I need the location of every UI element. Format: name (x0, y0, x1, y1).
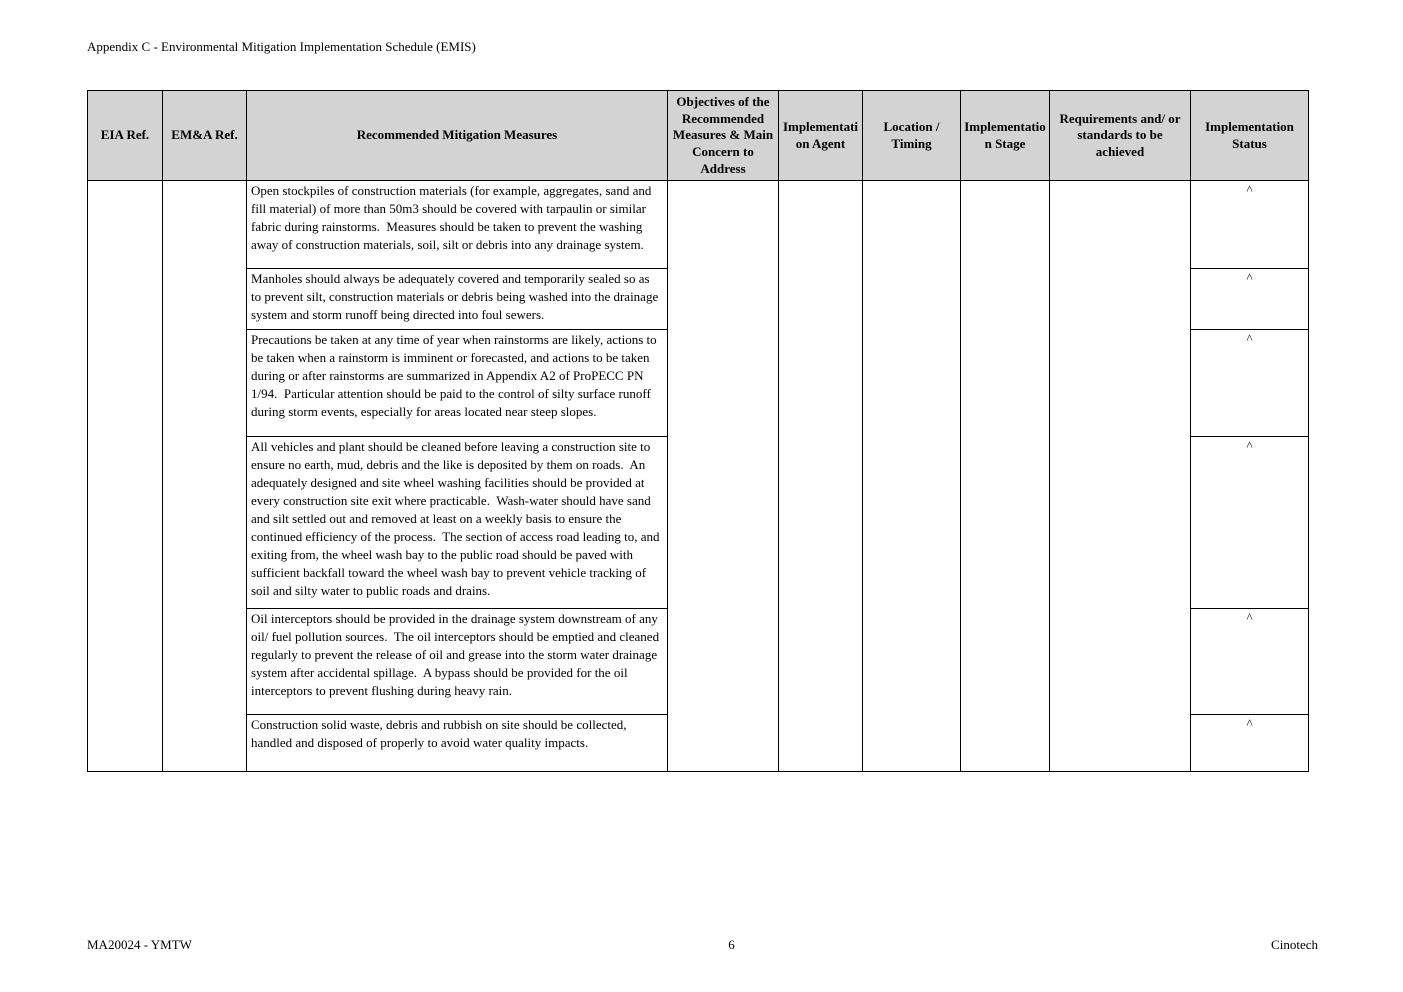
col-header-location-timing: Location / Timing (863, 91, 961, 181)
footer-page-number: 6 (728, 937, 735, 952)
cell-status: ^ (1191, 609, 1309, 715)
emis-table (87, 90, 1309, 772)
cell-requirements (1050, 181, 1191, 772)
cell-measure: All vehicles and plant should be cleaned before leaving a construction site to ensure no earth, mud, debris and the like is deposited by them on roads. An adequately designed and site wheel washing facilities should be provided at every construction site exit where practicable. Wash-water should have sand and silt settled out and removed at least on a weekly basis to ensure the continued efficiency of the process. The section of access road leading to, and exiting from, the wheel wash bay to the public road should be paved with sufficient backfall toward the wheel wash bay to prevent vehicle tracking of soil and silty water to public roads and drains. (247, 437, 668, 609)
col-header-requirements: Requirements and/ or standards to be achieved (1050, 91, 1191, 181)
footer-doc-ref: MA20024 - YMTW (87, 937, 192, 952)
cell-objectives (668, 181, 779, 772)
col-header-implementation-status: Implementation Status (1191, 91, 1309, 181)
table-row (88, 181, 1309, 269)
page-footer (87, 937, 1318, 953)
cell-ema-ref (163, 181, 247, 772)
col-header-implementation-agent: Implementation Agent (779, 91, 863, 181)
cell-implementation-stage (961, 181, 1050, 772)
cell-measure: Oil interceptors should be provided in the drainage system downstream of any oil/ fuel pollution sources. The oil interceptors should be emptied and cleaned regularly to prevent the release of oil and grease into the storm water drainage system after accidental spillage. A bypass should be provided for the oil interceptors to prevent flushing during heavy rain. (247, 609, 668, 715)
cell-status: ^ (1191, 269, 1309, 330)
col-header-measures: Recommended Mitigation Measures (247, 91, 668, 181)
cell-eia-ref (88, 181, 163, 772)
cell-measure: Open stockpiles of construction materials (for example, aggregates, sand and fill material) of more than 50m3 should be covered with tarpaulin or similar fabric during rainstorms. Measures should be taken to prevent the washing away of construction materials, soil, silt or debris into any drainage system. (247, 181, 668, 269)
col-header-implementation-stage: Implementation Stage (961, 91, 1050, 181)
cell-implementation-agent (779, 181, 863, 772)
col-header-ema-ref: EM&A Ref. (163, 91, 247, 181)
table-header-row (88, 91, 1309, 181)
cell-location-timing (863, 181, 961, 772)
col-header-eia-ref: EIA Ref. (88, 91, 163, 181)
col-header-objectives: Objectives of the Recommended Measures & Main Concern to Address (668, 91, 779, 181)
page-title: Appendix C - Environmental Mitigation Implementation Schedule (EMIS) (87, 39, 476, 54)
cell-status: ^ (1191, 330, 1309, 437)
cell-status: ^ (1191, 181, 1309, 269)
cell-status: ^ (1191, 437, 1309, 609)
cell-measure: Precautions be taken at any time of year when rainstorms are likely, actions to be taken when a rainstorm is imminent or forecasted, and actions to be taken during or after rainstorms are summarized in Appendix A2 of ProPECC PN 1/94. Particular attention should be paid to the control of silty surface runoff during storm events, especially for areas located near steep slopes. (247, 330, 668, 437)
cell-measure: Construction solid waste, debris and rubbish on site should be collected, handled and disposed of properly to avoid water quality impacts. (247, 715, 668, 772)
footer-company: Cinotech (1271, 937, 1318, 952)
cell-measure: Manholes should always be adequately covered and temporarily sealed so as to prevent silt, construction materials or debris being washed into the drainage system and storm runoff being directed into foul sewers. (247, 269, 668, 330)
cell-status: ^ (1191, 715, 1309, 772)
